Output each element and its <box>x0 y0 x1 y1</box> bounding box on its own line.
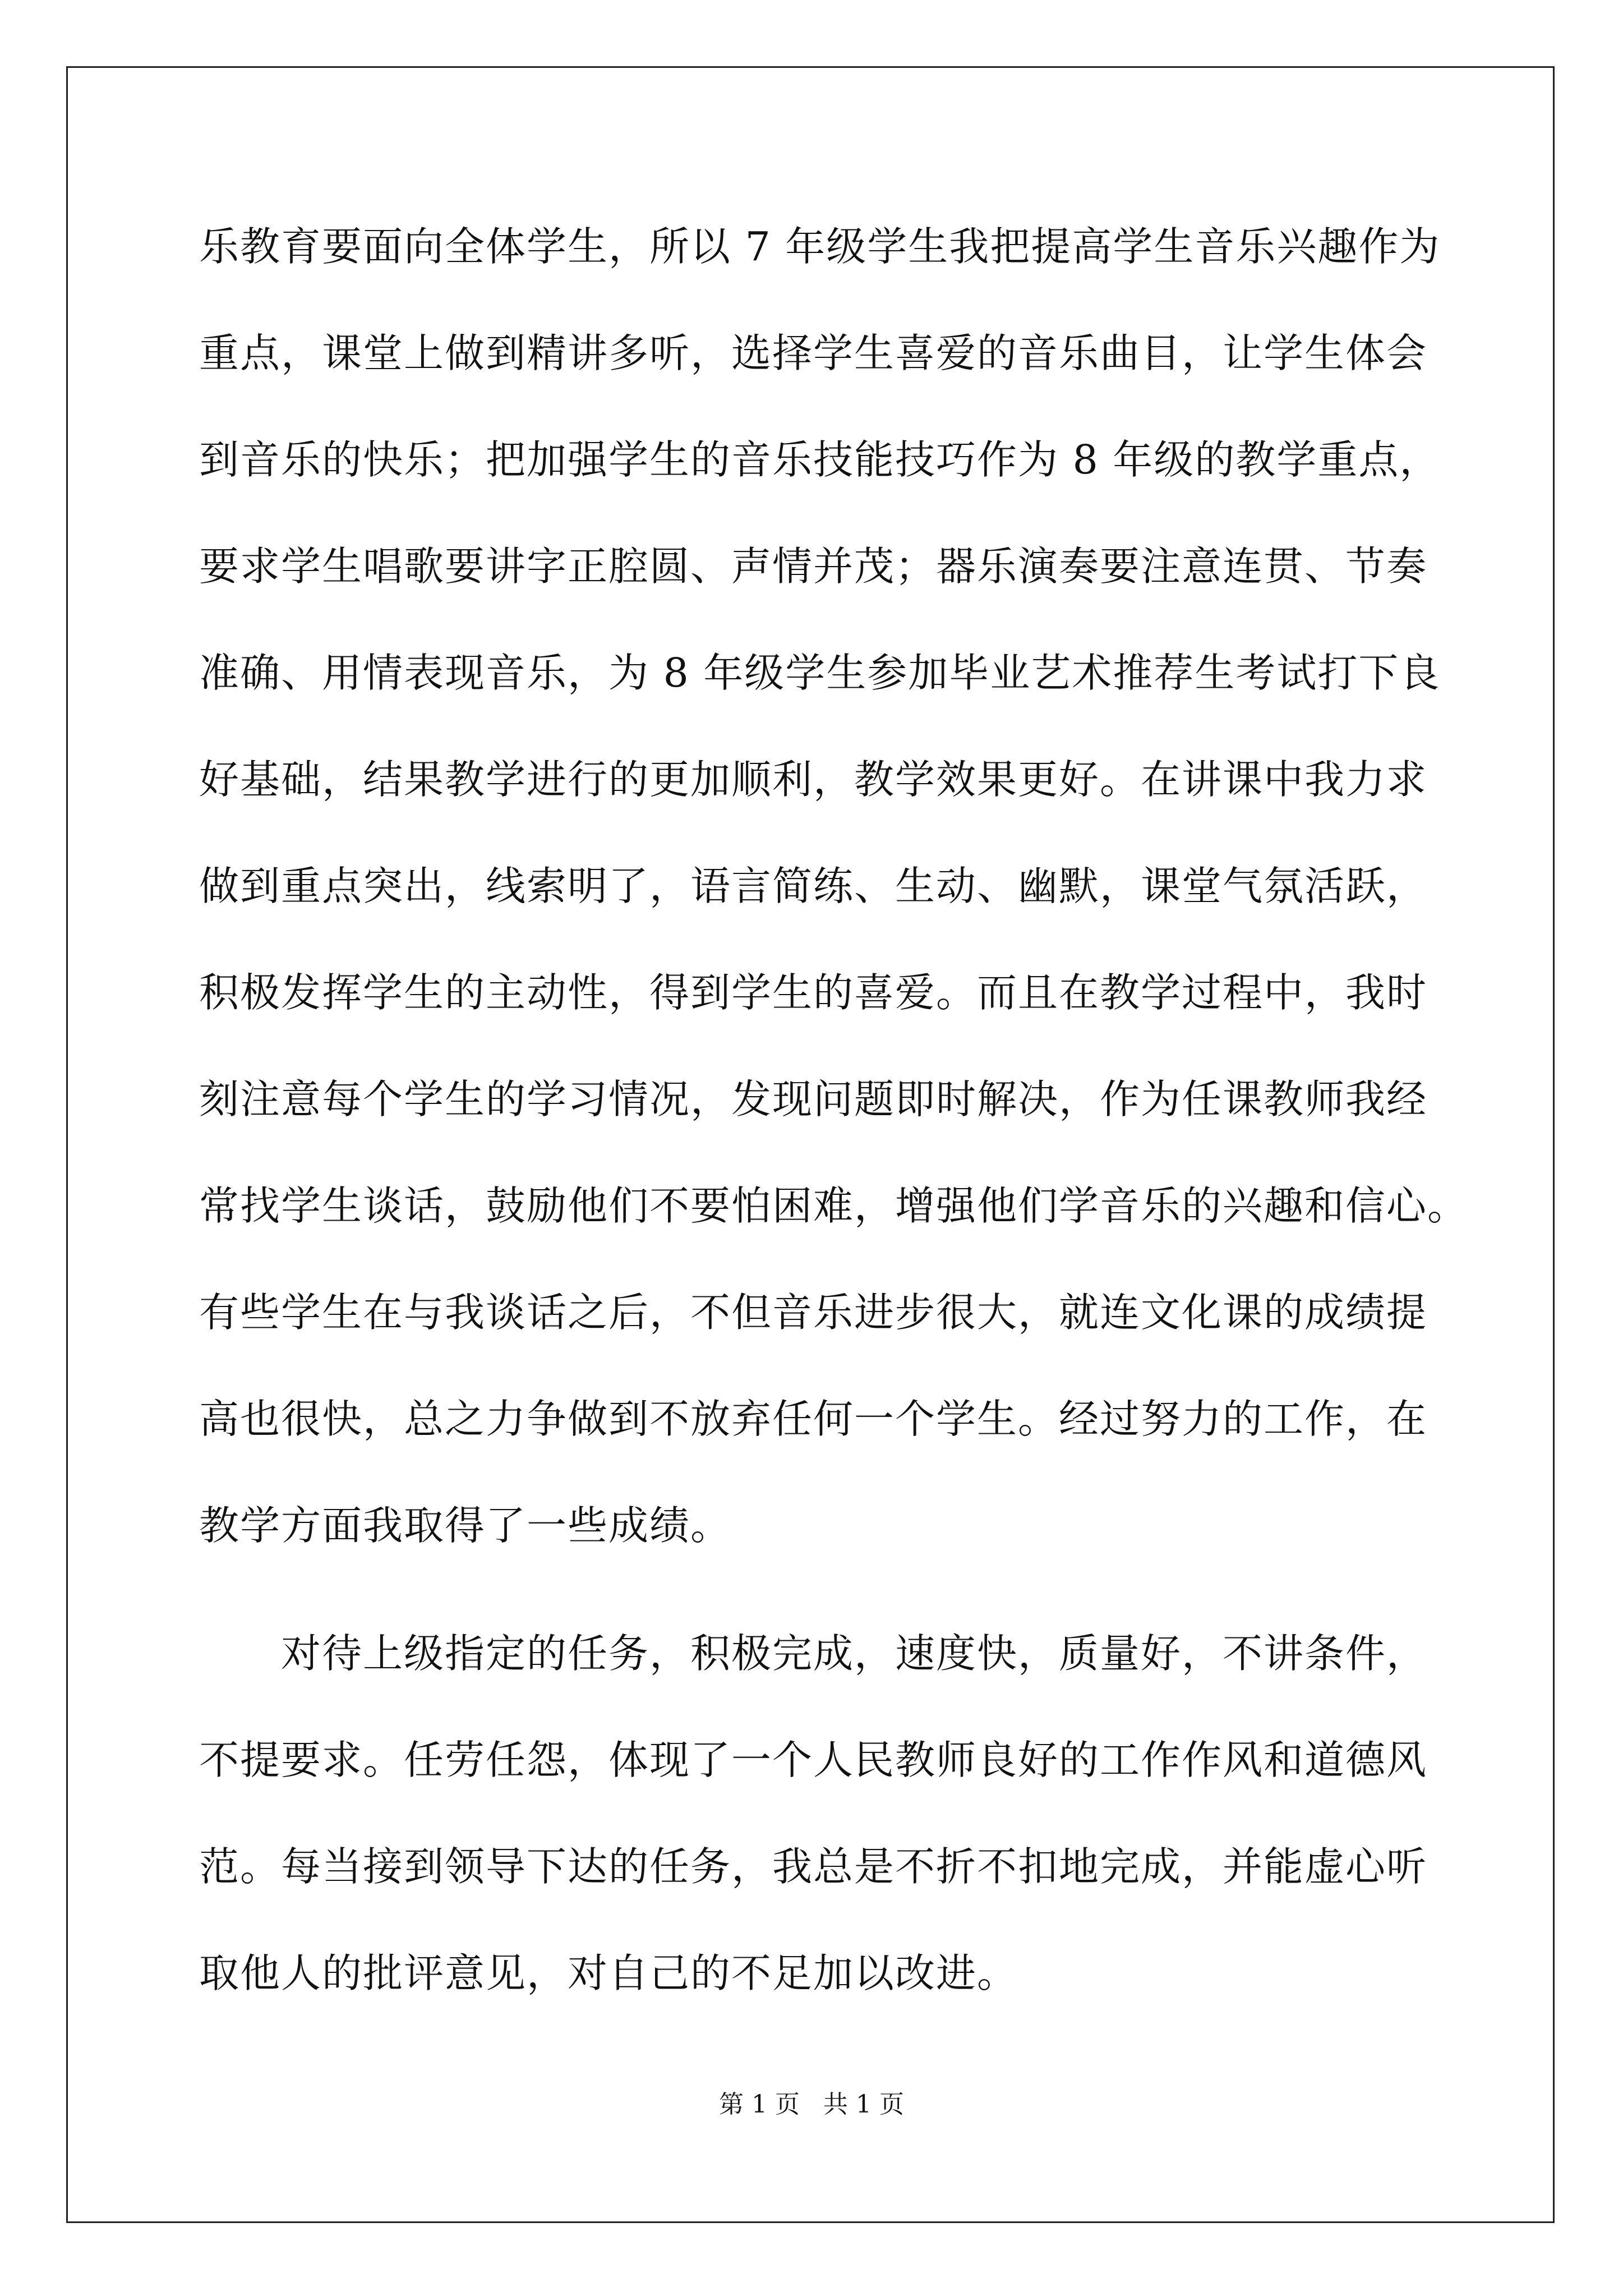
text-line: 到音乐的快乐；把加强学生的音乐技能技巧作为 8 年级的教学重点， <box>199 436 1441 483</box>
text-line: 教学方面我取得了一些成绩。 <box>199 1502 732 1549</box>
paragraph-gap <box>199 1599 1438 1620</box>
text-line: 常找学生谈话，鼓励他们不要怕困难，增强他们学音乐的兴趣和信心。 <box>199 1182 1469 1229</box>
text-line: 刻注意每个学生的学习情况，发现问题即时解决，作为任课教师我经 <box>199 1076 1428 1122</box>
text-line: 对待上级指定的任务，积极完成，速度快，质量好，不讲条件， <box>281 1630 1428 1677</box>
text-line: 做到重点突出，线索明了，语言简练、生动、幽默，课堂气氛活跃， <box>199 863 1428 909</box>
text-line: 范。每当接到领导下达的任务，我总是不折不扣地完成，并能虚心听 <box>199 1843 1428 1890</box>
text-line: 乐教育要面向全体学生，所以 7 年级学生我把提高学生音乐兴趣作为 <box>199 223 1441 270</box>
text-line: 好基础，结果教学进行的更加顺利，教学效果更好。在讲课中我力求 <box>199 756 1428 803</box>
text-line: 有些学生在与我谈话之后，不但音乐进步很大，就连文化课的成绩提 <box>199 1289 1428 1336</box>
document-body <box>199 213 1469 2046</box>
text-line: 取他人的批评意见，对自己的不足加以改进。 <box>199 1950 1018 1996</box>
paragraph-2 <box>199 1620 1438 2046</box>
text-line: 不提要求。任劳任怨，体现了一个人民教师良好的工作作风和道德风 <box>199 1737 1428 1783</box>
page-footer: 第 1 页 共 1 页 <box>719 2090 904 2119</box>
text-line: 积极发挥学生的主动性，得到学生的喜爱。而且在教学过程中，我时 <box>199 969 1428 1016</box>
text-line: 高也很快，总之力争做到不放弃任何一个学生。经过努力的工作，在 <box>199 1396 1428 1442</box>
text-line: 要求学生唱歌要讲字正腔圆、声情并茂；器乐演奏要注意连贯、节奏 <box>199 543 1428 590</box>
text-line: 重点，课堂上做到精讲多听，选择学生喜爱的音乐曲目，让学生体会 <box>199 330 1428 376</box>
text-line: 准确、用情表现音乐，为 8 年级学生参加毕业艺术推荐生考试打下良 <box>199 650 1441 696</box>
paragraph-1 <box>199 213 1469 1599</box>
